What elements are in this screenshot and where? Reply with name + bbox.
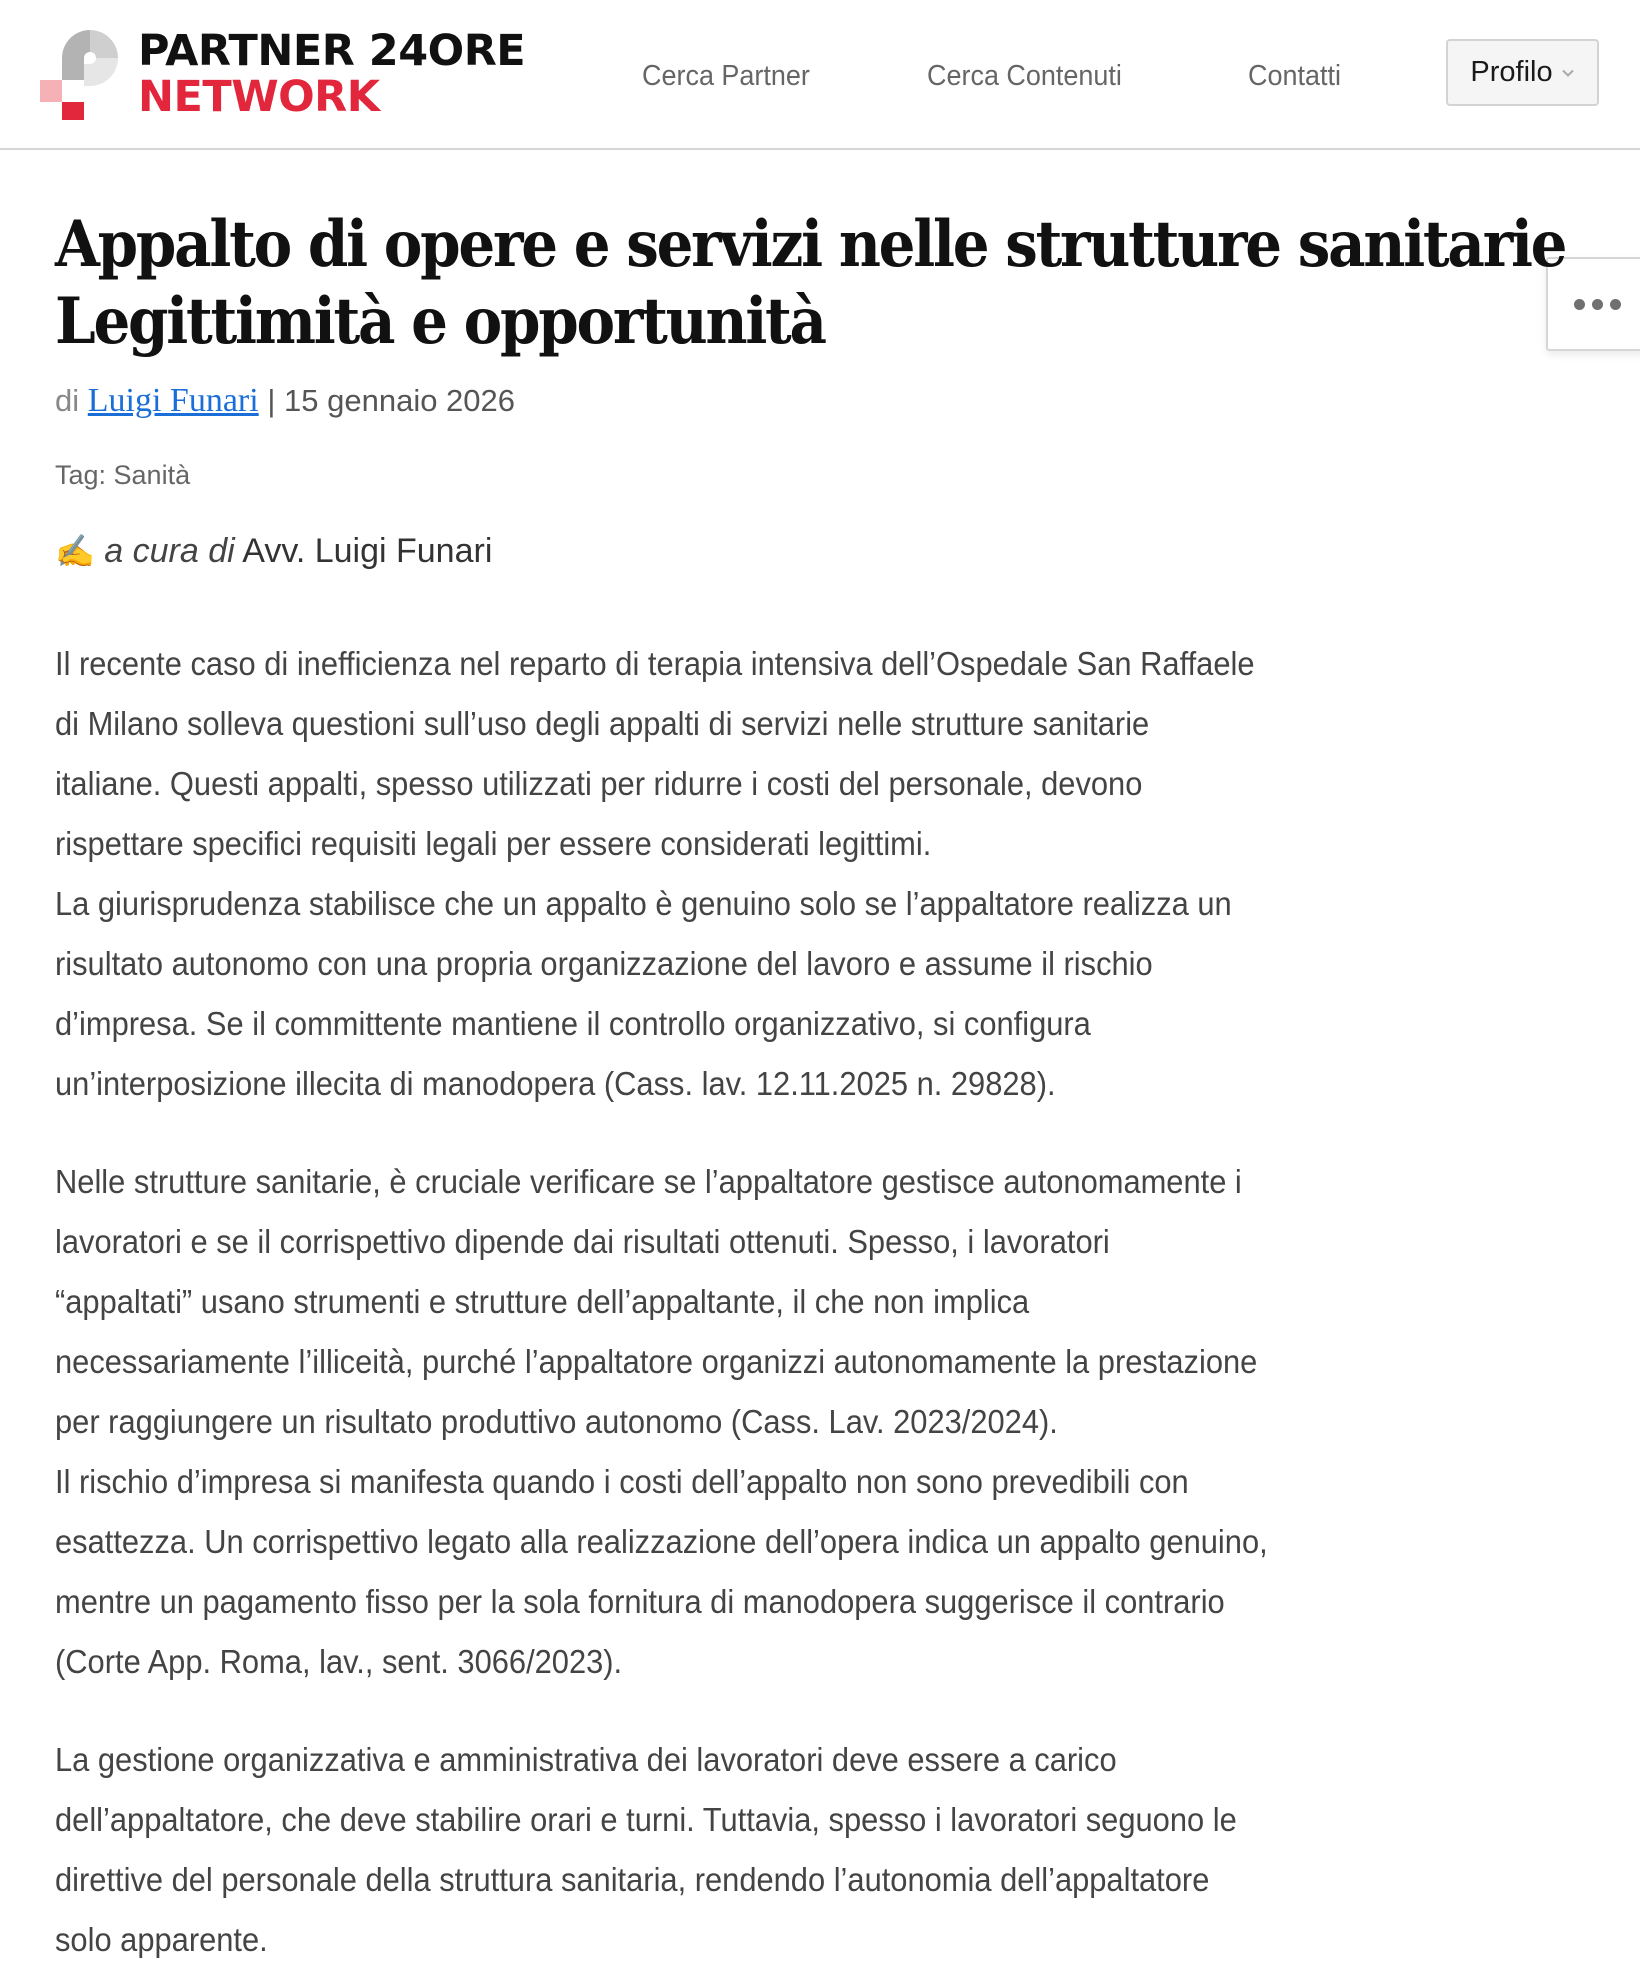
- article: [55, 206, 1575, 1958]
- paragraph-line: La giurisprudenza stabilisce che un appalto è genuino solo se l’appaltatore realizza un: [55, 885, 1232, 922]
- paragraph-line: mentre un pagamento fisso per la sola fornitura di manodopera suggerisce il contrario: [55, 1583, 1225, 1620]
- article-title-line: Legittimità e opportunità: [55, 284, 825, 359]
- paragraph-line: Il rischio d’impresa si manifesta quando i costi dell’appalto non sono prevedibili con: [55, 1463, 1189, 1500]
- article-tag[interactable]: Tag: Sanità: [55, 460, 191, 490]
- partner-24ore-logo-icon: [38, 28, 130, 120]
- nav-cerca-partner[interactable]: Cerca Partner: [642, 60, 810, 92]
- curator-prefix: a cura di: [104, 532, 235, 570]
- paragraph-line: dell’appaltatore, che deve stabilire orari e turni. Tuttavia, spesso i lavoratori seguono le: [55, 1801, 1237, 1838]
- article-title: [55, 206, 1594, 360]
- paragraph-line: direttive del personale della struttura sanitaria, rendendo l’autonomia dell’appaltatore: [55, 1861, 1210, 1898]
- publish-date: 15 gennaio 2026: [284, 383, 516, 418]
- paragraph-line: italiane. Questi appalti, spesso utilizzati per ridurre i costi del personale, devono: [55, 765, 1143, 802]
- paragraph-line: risultato autonomo con una propria organizzazione del lavoro e assume il rischio: [55, 945, 1153, 982]
- chevron-down-icon: [1561, 66, 1575, 80]
- paragraph-line: rispettare specifici requisiti legali per essere considerati legittimi.: [55, 825, 932, 862]
- paragraph-line: per raggiungere un risultato produttivo autonomo (Cass. Lav. 2023/2024).: [55, 1403, 1058, 1440]
- paragraph-line: un’interposizione illecita di manodopera (Cass. lav. 12.11.2025 n. 29828).: [55, 1065, 1056, 1102]
- profile-dropdown-button[interactable]: [1446, 39, 1599, 106]
- more-horizontal-icon-dot: [1610, 299, 1621, 310]
- paragraph-line: (Corte App. Roma, lav., sent. 3066/2023).: [55, 1643, 623, 1680]
- logo-line-partner: PARTNER 24ORE: [138, 26, 526, 76]
- article-title-line: Appalto di opere e servizi nelle strutture sanitarie: [55, 207, 1566, 282]
- byline-prefix: di: [55, 383, 80, 418]
- paragraph-line: Nelle strutture sanitarie, è cruciale verificare se l’appaltatore gestisce autonomamente i: [55, 1163, 1242, 1200]
- site-header: [0, 0, 1640, 150]
- author-link[interactable]: Luigi Funari: [87, 382, 259, 419]
- article-curator: [55, 532, 492, 571]
- profile-label: Profilo: [1470, 56, 1553, 88]
- paragraph-line: Il recente caso di inefficienza nel reparto di terapia intensiva dell’Ospedale San Raffaele: [55, 645, 1255, 682]
- article-body: [55, 634, 1595, 1971]
- curator-name: Avv. Luigi Funari: [242, 532, 493, 570]
- paragraph-line: di Milano solleva questioni sull’uso degli appalti di servizi nelle strutture sanitarie: [55, 705, 1150, 742]
- writing-hand-icon: ✍: [55, 533, 95, 569]
- article-paragraph: [55, 1152, 1595, 1692]
- paragraph-line: solo apparente.: [55, 1921, 268, 1958]
- byline-separator: |: [267, 383, 276, 418]
- nav-contatti[interactable]: Contatti: [1248, 60, 1341, 92]
- paragraph-line: “appaltati” usano strumenti e strutture dell’appaltante, il che non implica: [55, 1283, 1030, 1320]
- article-paragraph: [55, 1730, 1595, 1970]
- site-logo[interactable]: [38, 28, 558, 120]
- paragraph-line: lavoratori e se il corrispettivo dipende dai risultati ottenuti. Spesso, i lavoratori: [55, 1223, 1110, 1260]
- article-byline: [55, 382, 515, 420]
- nav-cerca-contenuti[interactable]: Cerca Contenuti: [927, 60, 1122, 92]
- paragraph-line: La gestione organizzativa e amministrativa dei lavoratori deve essere a carico: [55, 1741, 1117, 1778]
- paragraph-line: esattezza. Un corrispettivo legato alla realizzazione dell’opera indica un appalto genuino,: [55, 1523, 1268, 1560]
- logo-wordmark: [138, 28, 525, 120]
- article-paragraph: [55, 634, 1595, 1114]
- logo-line-network: NETWORK: [138, 72, 380, 122]
- paragraph-line: necessariamente l’illiceità, purché l’appaltatore organizzi autonomamente la prestazione: [55, 1343, 1258, 1380]
- paragraph-line: d’impresa. Se il committente mantiene il controllo organizzativo, si configura: [55, 1005, 1091, 1042]
